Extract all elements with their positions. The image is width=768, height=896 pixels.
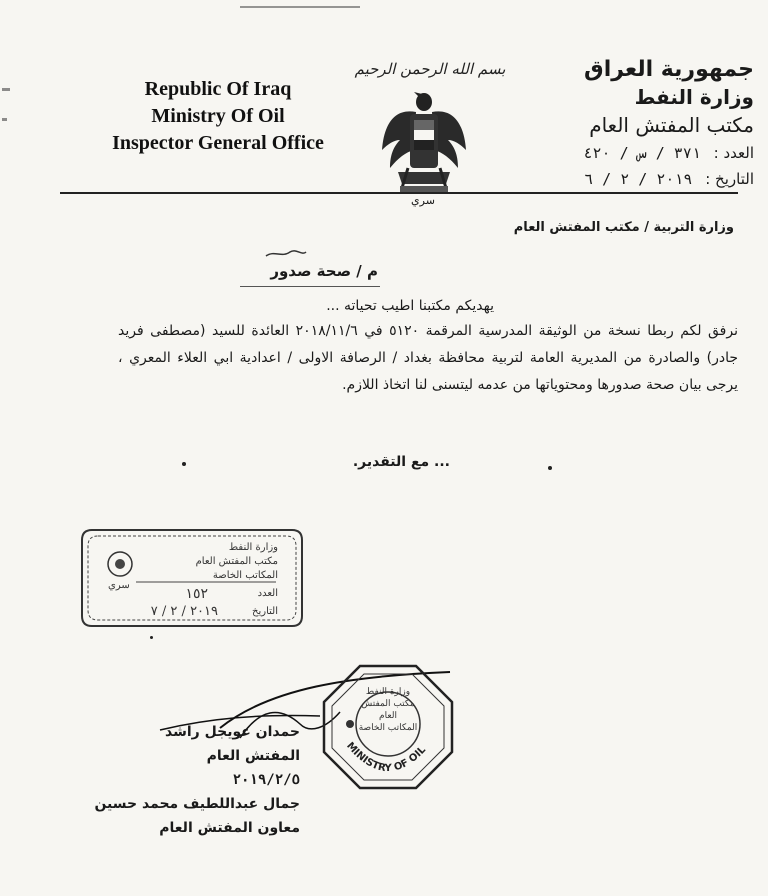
incoming-stamp [76, 524, 308, 632]
arabic-office-name: مكتب المفتش العام [589, 113, 754, 137]
date-row [524, 166, 754, 192]
seal-center [358, 686, 418, 734]
deputy-title: معاون المفتش العام [159, 820, 300, 836]
ministry-name: Ministry Of Oil [151, 105, 285, 127]
subject-line: م / صحة صدور [270, 262, 378, 280]
closing: ... مع التقدير. [352, 454, 450, 470]
arabic-ministry-name: وزارة النفط [634, 85, 754, 109]
top-edge-mark [240, 0, 360, 8]
signatory-name: حمدان عويجل راشد [165, 724, 300, 740]
svg-text:MINISTRY OF OIL [344, 740, 428, 774]
stamp-ministry: وزارة النفط [228, 542, 278, 553]
speck [150, 636, 153, 639]
arabic-letterhead [524, 56, 754, 192]
ministry-seal [320, 662, 456, 792]
date-label: التاريخ : [705, 170, 754, 188]
eagle-emblem-icon [378, 88, 470, 208]
stamp-date-label: التاريخ [252, 606, 278, 617]
stamp-number-value: ١٥٢ [185, 586, 208, 602]
number-value: ٣٧١ / س / ٤٢٠ [583, 144, 701, 162]
signatory-title: المفتش العام [206, 748, 300, 764]
arabic-country-name: جمهورية العراق [584, 57, 754, 82]
left-edge-mark [2, 88, 10, 91]
stamp-department: المكاتب الخاصة [212, 570, 278, 581]
reference-number-row [524, 140, 754, 166]
deputy-name: جمال عبداللطيف محمد حسين [94, 796, 300, 812]
signature-block [94, 720, 300, 840]
speck [182, 462, 186, 466]
emblem-caption: سري [411, 194, 435, 207]
stamp-mark: سري [108, 580, 130, 591]
left-edge-mark [2, 118, 7, 121]
speck [548, 466, 552, 470]
handwritten-mark-icon [264, 246, 308, 260]
greeting: يهديكم مكتبنا اطيب تحياته ... [326, 298, 494, 314]
date-value: ٢٠١٩ / ٢ / ٦ [584, 170, 693, 188]
stamp-date-value: ٢٠١٩ / ٢ / ٧ [150, 604, 218, 619]
letter-body: نرفق لكم ربطا نسخة من الوثيقة المدرسية المرقمة ٥١٢٠ في ٢٠١٨/١١/٦ العائدة للسيد (مصطفى فريد جادر) والصادرة من المديرية العامة لتربية محافظة بغداد / الرصافة الاولى / اعدادية ابي العلاء المعري ، يرجى بيان صحة صدورها ومحتوياتها من عدمه ليتسنى لنا اتخاذ اللازم. [118, 323, 738, 393]
stamp-office: مكتب المفتش العام [195, 556, 278, 567]
recipient: وزارة التربية / مكتب المفتش العام [513, 220, 734, 235]
seal-top-text: وزارة النفط [365, 687, 411, 697]
signature-date: ٢٠١٩/٢/٥ [232, 772, 300, 788]
seal-bottom-text: المكاتب الخاصة [358, 723, 418, 733]
stamp-number-label: العدد [257, 588, 278, 599]
subject-underline [240, 286, 380, 287]
seal-middle-text: مكتب المفتش العام [361, 699, 415, 721]
header-divider [60, 192, 738, 194]
country-name: Republic Of Iraq [144, 78, 292, 100]
number-label: العدد : [713, 144, 754, 162]
basmala: بسم الله الرحمن الرحيم [354, 60, 506, 78]
office-name: Inspector General Office [112, 132, 324, 154]
seal-ring-text: MINISTRY OF OIL [344, 740, 429, 775]
english-letterhead [88, 76, 348, 157]
